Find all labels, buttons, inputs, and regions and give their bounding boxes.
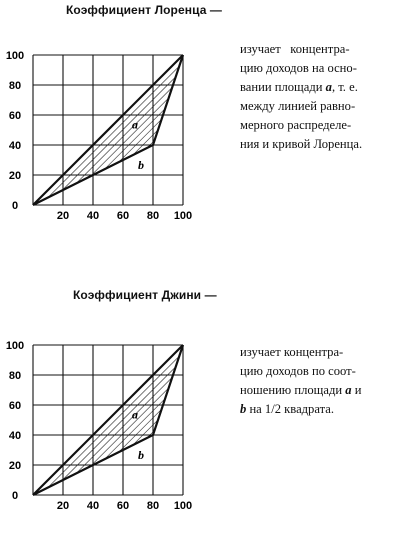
x-tick-label: 80 xyxy=(146,500,160,512)
x-tick-label: 100 xyxy=(173,500,193,512)
description-line: ношению площади a и xyxy=(240,383,362,397)
lorenz-diagram xyxy=(0,40,200,270)
description-line: ния и кривой Лоренца. xyxy=(240,137,363,151)
equality-line xyxy=(33,345,183,495)
region-label-a: a xyxy=(132,407,138,422)
y-tick-label: 100 xyxy=(5,50,25,62)
gini-title: Коэффициент Джини — xyxy=(73,288,217,302)
x-tick-label: 100 xyxy=(173,210,193,222)
description-line: цию доходов по соот- xyxy=(240,364,356,378)
y-tick-label: 100 xyxy=(5,340,25,352)
description-line: изучает концентра- xyxy=(240,42,350,56)
gini-diagram xyxy=(0,330,200,560)
x-tick-label: 60 xyxy=(116,210,130,222)
description-line: между линией равно- xyxy=(240,99,356,113)
x-tick-label: 40 xyxy=(86,210,100,222)
description-line: изучает концентра- xyxy=(240,345,344,359)
description-line: b на 1/2 квадрата. xyxy=(240,402,335,416)
description-line: цию доходов на осно- xyxy=(240,61,357,75)
region-label-b: b xyxy=(138,158,144,172)
y-tick-label: 80 xyxy=(8,370,22,382)
y-tick-label: 20 xyxy=(8,460,22,472)
region-label-a: a xyxy=(132,117,138,132)
y-tick-label: 0 xyxy=(11,490,19,502)
region-label-b: b xyxy=(138,448,144,462)
y-tick-label: 80 xyxy=(8,80,22,92)
x-tick-label: 40 xyxy=(86,500,100,512)
y-tick-label: 40 xyxy=(8,140,22,152)
x-tick-label: 60 xyxy=(116,500,130,512)
lorenz-title: Коэффициент Лоренца — xyxy=(66,3,223,17)
equality-line xyxy=(33,55,183,205)
x-tick-label: 20 xyxy=(56,500,70,512)
x-tick-label: 80 xyxy=(146,210,160,222)
gini-description xyxy=(240,343,361,419)
y-tick-label: 40 xyxy=(8,430,22,442)
y-tick-label: 0 xyxy=(11,200,19,212)
description-line: вании площади a, т. е. xyxy=(240,80,358,94)
y-tick-label: 20 xyxy=(8,170,22,182)
lorenz-description xyxy=(240,40,362,154)
y-tick-label: 60 xyxy=(8,110,22,122)
y-tick-label: 60 xyxy=(8,400,22,412)
description-line: мерного распределе- xyxy=(240,118,352,132)
x-tick-label: 20 xyxy=(56,210,70,222)
